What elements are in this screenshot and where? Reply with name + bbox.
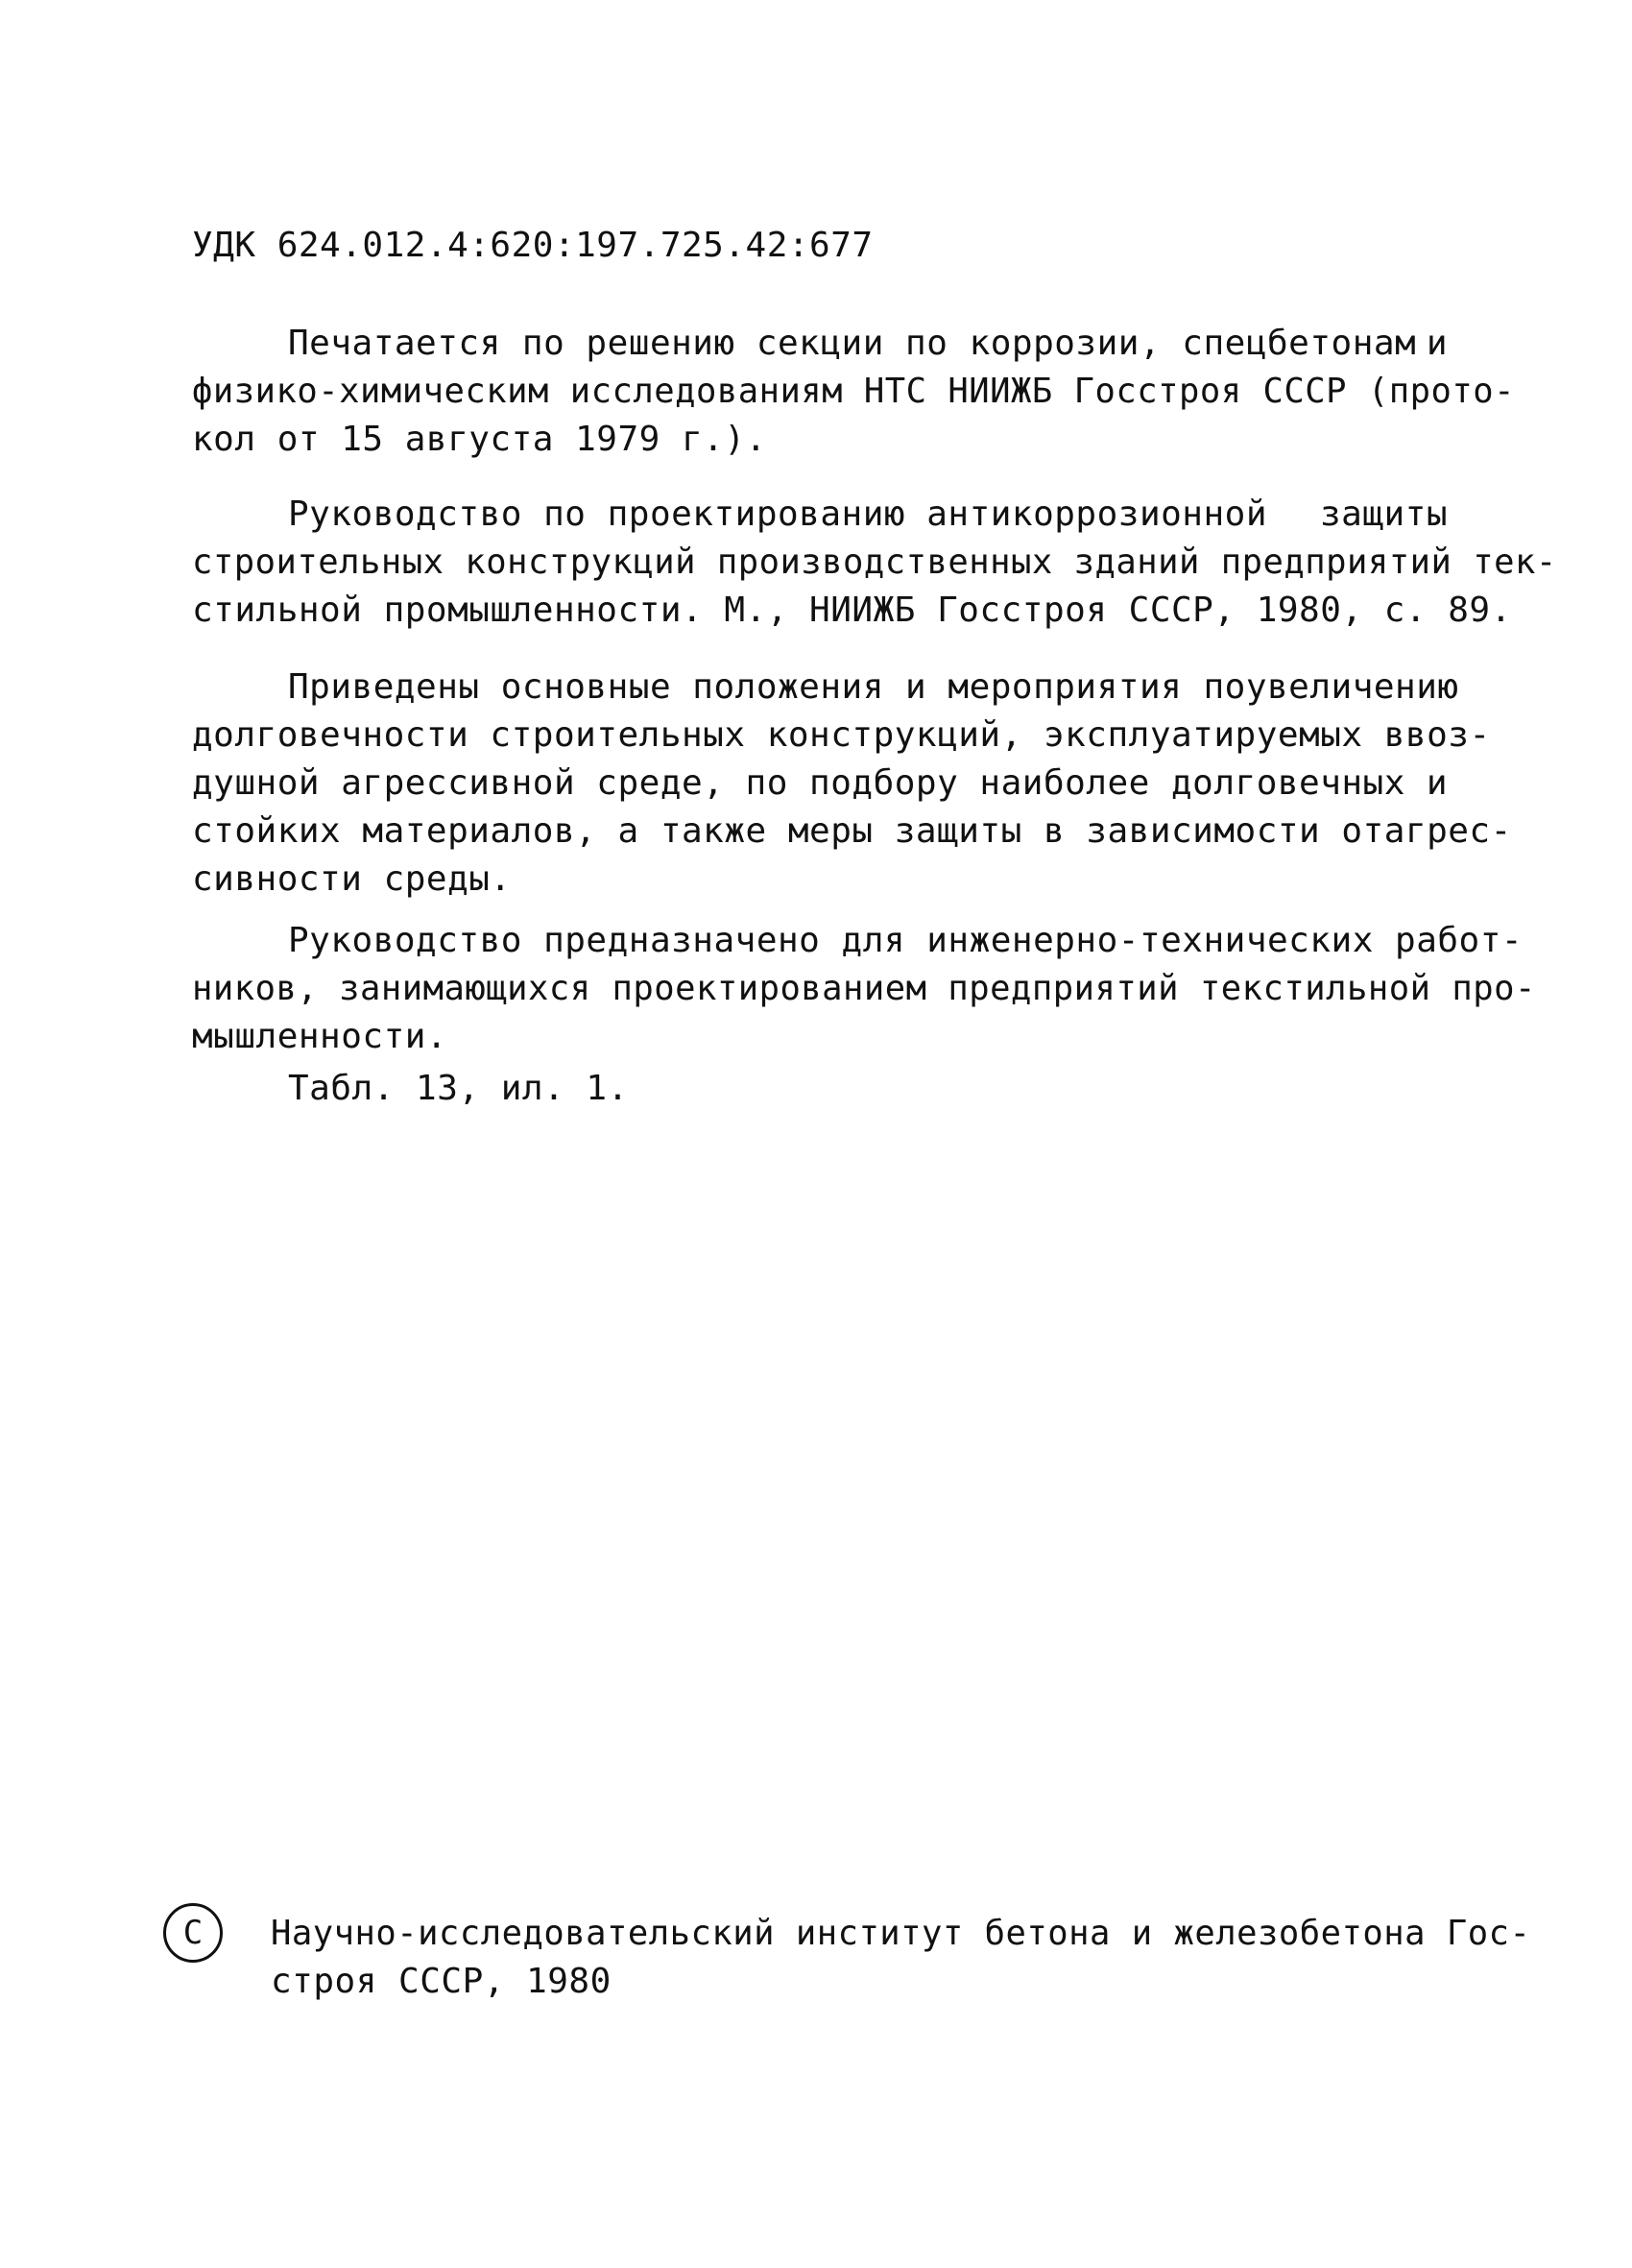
abstract-line-3: душной агрессивной среде, по подбору наиболее долговечных и xyxy=(192,763,1448,803)
audience-line-2: ников, занимающихся проектированием предприятий текстильной про- xyxy=(192,969,1536,1008)
tables-info: Табл. 13, ил. 1. xyxy=(288,1069,629,1108)
citation-line-3: стильной промышленности. М., НИИЖБ Госстроя СССР, 1980, с. 89. xyxy=(192,591,1512,630)
approval-line-1: Печатается по решению секции по коррозии, спецбетонам и xyxy=(288,324,1448,363)
abstract-line-5: сивности среды. xyxy=(192,859,512,899)
approval-line-2: физико-химическим исследованиям НТС НИИЖБ Госстроя СССР (прото- xyxy=(192,372,1515,411)
udk-code: УДК 624.012.4:620:197.725.42:677 xyxy=(192,226,874,265)
abstract-line-4: стойких материалов, а также меры защиты в зависимости от агрес- xyxy=(192,811,1512,851)
copyright-icon: С xyxy=(163,1903,223,1963)
abstract-line-2: долговечности строительных конструкций, эксплуатируемых в воз- xyxy=(192,715,1491,755)
audience-line-3: мышленности. xyxy=(192,1017,448,1056)
approval-line-3: кол от 15 августа 1979 г.). xyxy=(192,420,767,459)
citation-line-1: Руководство по проектированию антикоррозионной защиты xyxy=(288,495,1448,534)
abstract-line-1: Приведены основные положения и мероприятия по увеличению xyxy=(288,667,1459,707)
copyright-line-2: строя СССР, 1980 xyxy=(271,1962,612,2001)
audience-line-1: Руководство предназначено для инженерно-технических работ- xyxy=(288,921,1524,960)
citation-line-2: строительных конструкций производственных зданий предприятий тек- xyxy=(192,543,1557,582)
copyright-line-1: Научно-исследовательский институт бетона и железобетона Гос- xyxy=(271,1914,1531,1953)
